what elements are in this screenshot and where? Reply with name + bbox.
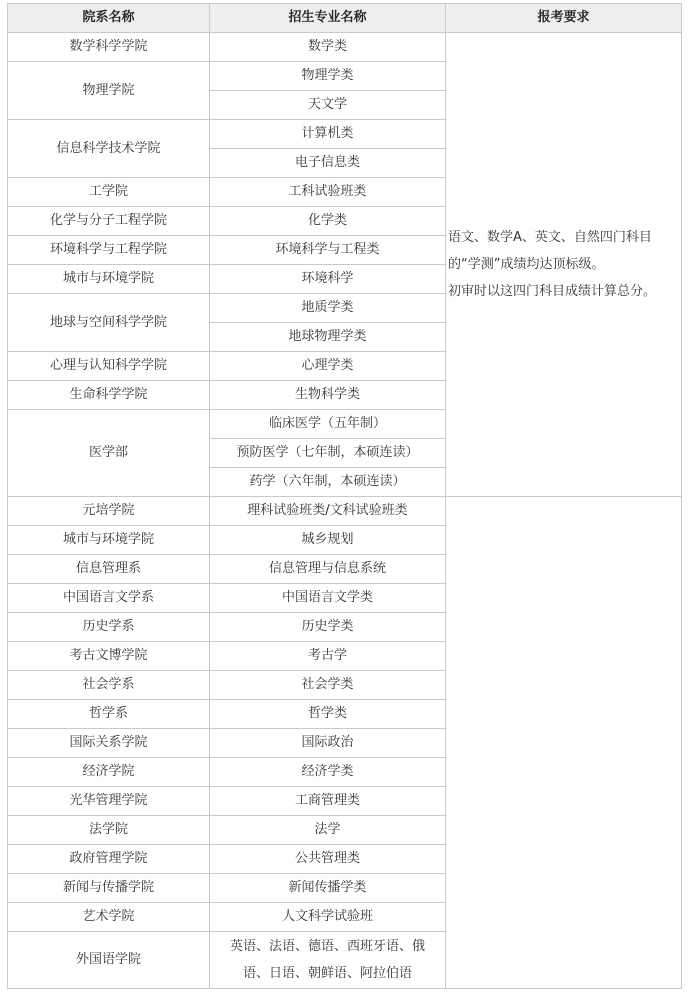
major-cell: 新闻传播学类 [210, 874, 446, 903]
major-cell: 城乡规划 [210, 526, 446, 555]
department-cell: 城市与环境学院 [8, 526, 210, 555]
header-row [8, 4, 682, 33]
major-cell: 地球物理学类 [210, 323, 446, 352]
requirement-cell [446, 33, 682, 497]
department-cell: 历史学系 [8, 613, 210, 642]
department-cell: 物理学院 [8, 62, 210, 120]
major-cell: 经济学类 [210, 758, 446, 787]
department-cell: 生命科学学院 [8, 381, 210, 410]
major-cell: 公共管理类 [210, 845, 446, 874]
major-text-line: 英语、法语、德语、西班牙语、俄 [229, 939, 425, 954]
department-cell: 环境科学与工程学院 [8, 236, 210, 265]
major-text-line: 语、日语、朝鲜语、阿拉伯语 [242, 966, 412, 981]
department-cell: 心理与认知科学学院 [8, 352, 210, 381]
major-cell: 物理学类 [210, 62, 446, 91]
major-cell: 化学类 [210, 207, 446, 236]
department-cell: 工学院 [8, 178, 210, 207]
department-cell: 城市与环境学院 [8, 265, 210, 294]
major-cell: 历史学类 [210, 613, 446, 642]
requirement-text: 语文、数学A、英文、自然四门科目 [448, 230, 652, 245]
major-cell: 国际政治 [210, 729, 446, 758]
department-cell: 政府管理学院 [8, 845, 210, 874]
table-row [8, 33, 682, 62]
department-cell: 光华管理学院 [8, 787, 210, 816]
major-cell: 中国语言文学类 [210, 584, 446, 613]
header-requirement: 报考要求 [446, 4, 682, 33]
department-cell: 哲学系 [8, 700, 210, 729]
header-major: 招生专业名称 [210, 4, 446, 33]
major-cell: 法学 [210, 816, 446, 845]
major-cell: 环境科学 [210, 265, 446, 294]
department-cell: 经济学院 [8, 758, 210, 787]
department-cell: 社会学系 [8, 671, 210, 700]
major-cell [210, 932, 446, 989]
major-cell: 电子信息类 [210, 149, 446, 178]
major-cell: 心理学类 [210, 352, 446, 381]
department-cell: 数学科学学院 [8, 33, 210, 62]
department-cell: 医学部 [8, 410, 210, 497]
major-cell: 地质学类 [210, 294, 446, 323]
major-cell: 哲学类 [210, 700, 446, 729]
department-cell: 法学院 [8, 816, 210, 845]
department-cell: 元培学院 [8, 497, 210, 526]
table-body [8, 33, 682, 989]
department-cell: 艺术学院 [8, 903, 210, 932]
department-cell: 新闻与传播学院 [8, 874, 210, 903]
major-cell: 环境科学与工程类 [210, 236, 446, 265]
department-cell: 信息科学技术学院 [8, 120, 210, 178]
major-cell: 药学（六年制，本硕连读） [210, 468, 446, 497]
major-cell: 数学类 [210, 33, 446, 62]
admission-table-container [7, 3, 682, 989]
major-cell: 工科试验班类 [210, 178, 446, 207]
major-cell: 临床医学（五年制） [210, 410, 446, 439]
major-cell: 预防医学（七年制，本硕连读） [210, 439, 446, 468]
major-cell: 考古学 [210, 642, 446, 671]
department-cell: 地球与空间科学学院 [8, 294, 210, 352]
major-cell: 理科试验班类/文科试验班类 [210, 497, 446, 526]
admission-table [7, 3, 682, 989]
major-cell: 人文科学试验班 [210, 903, 446, 932]
major-cell: 信息管理与信息系统 [210, 555, 446, 584]
department-cell: 中国语言文学系 [8, 584, 210, 613]
department-cell: 信息管理系 [8, 555, 210, 584]
requirement-cell-empty [446, 497, 682, 989]
department-cell: 化学与分子工程学院 [8, 207, 210, 236]
department-cell: 外国语学院 [8, 932, 210, 989]
major-cell: 生物科学类 [210, 381, 446, 410]
requirement-text: 初审时以这四门科目成绩计算总分。 [448, 284, 657, 299]
major-cell: 天文学 [210, 91, 446, 120]
major-cell: 社会学类 [210, 671, 446, 700]
major-cell: 计算机类 [210, 120, 446, 149]
department-cell: 国际关系学院 [8, 729, 210, 758]
department-cell: 考古文博学院 [8, 642, 210, 671]
header-department: 院系名称 [8, 4, 210, 33]
table-row [8, 497, 682, 526]
major-cell: 工商管理类 [210, 787, 446, 816]
requirement-text: 的“学测”成绩均达顶标级。 [448, 257, 605, 272]
